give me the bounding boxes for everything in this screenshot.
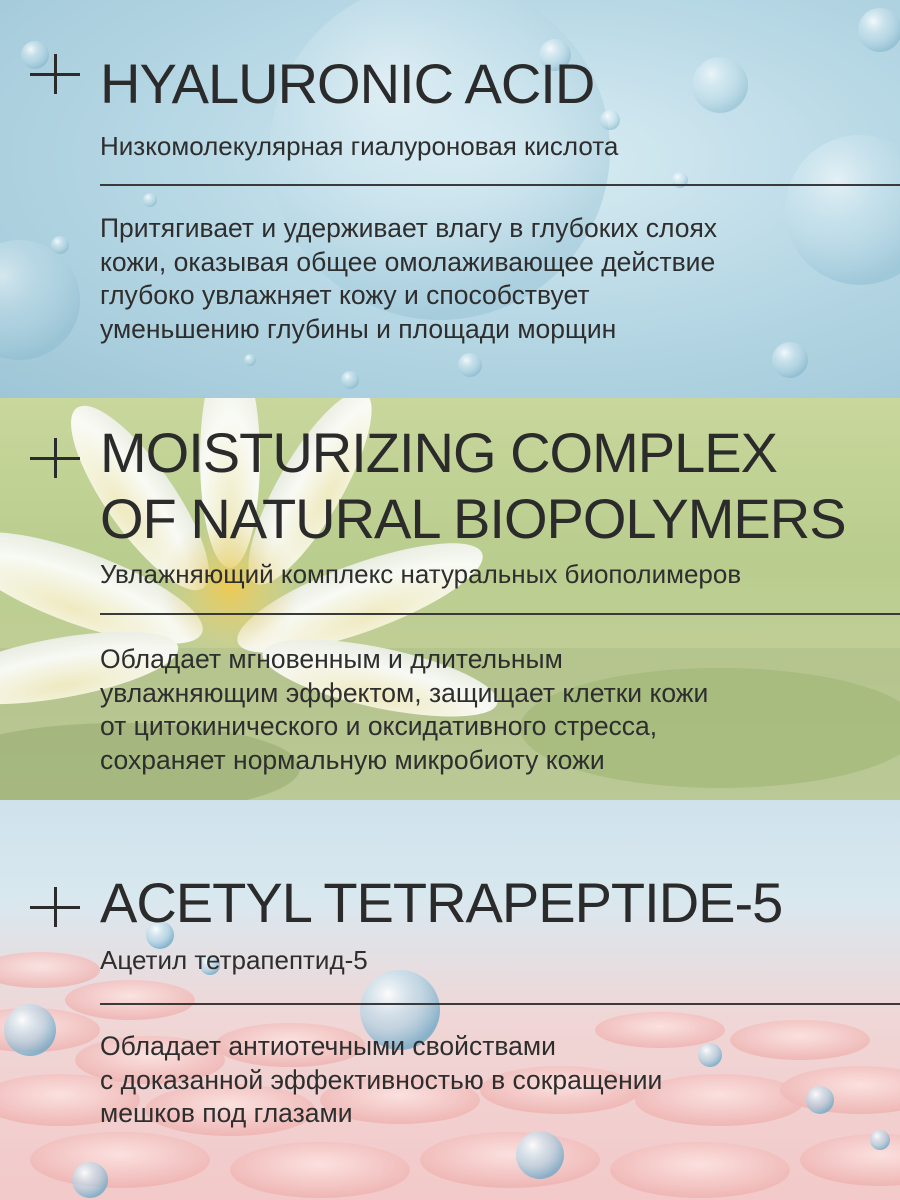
plus-icon bbox=[30, 887, 80, 927]
description-line: увлажняющим эффектом, защищает клетки кожи bbox=[100, 677, 709, 708]
description-line: сохраняет нормальную микробиоту кожи bbox=[100, 744, 605, 775]
plus-icon bbox=[30, 54, 80, 94]
description-line: с доказанной эффективностью в сокращении bbox=[100, 1064, 663, 1095]
ingredient-title: ACETYL TETRAPEPTIDE-5 bbox=[100, 871, 783, 934]
ingredient-description bbox=[100, 212, 880, 346]
description-line: кожи, оказывая общее омолаживающее действие bbox=[100, 246, 716, 277]
divider-line bbox=[100, 613, 900, 615]
ingredient-title bbox=[100, 420, 900, 552]
title-line: MOISTURIZING COMPLEX bbox=[100, 421, 777, 484]
description-line: Обладает антиотечными свойствами bbox=[100, 1031, 556, 1061]
description-line: Притягивает и удерживает влагу в глубоких слоях bbox=[100, 213, 718, 243]
section-moisturizing-complex bbox=[0, 398, 900, 800]
ingredient-title: HYALURONIC ACID bbox=[100, 52, 595, 115]
ingredient-description bbox=[100, 643, 880, 777]
section-hyaluronic-acid bbox=[0, 0, 900, 398]
ingredient-subtitle: Увлажняющий комплекс натуральных биополимеров bbox=[100, 559, 742, 589]
description-line: от цитокинического и оксидативного стресса, bbox=[100, 711, 658, 741]
plus-icon bbox=[30, 438, 80, 478]
divider-line bbox=[100, 184, 900, 186]
description-line: глубоко увлажняет кожу и способствует bbox=[100, 280, 590, 310]
title-line: OF NATURAL BIOPOLYMERS bbox=[100, 487, 846, 550]
description-line: уменьшению глубины и площади морщин bbox=[100, 313, 617, 344]
ingredient-description bbox=[100, 1030, 880, 1131]
section-acetyl-tetrapeptide bbox=[0, 800, 900, 1200]
ingredient-subtitle: Низкомолекулярная гиалуроновая кислота bbox=[100, 131, 619, 161]
description-line: мешков под глазами bbox=[100, 1098, 353, 1128]
divider-line bbox=[100, 1003, 900, 1005]
description-line: Обладает мгновенным и длительным bbox=[100, 644, 563, 674]
ingredient-subtitle: Ацетил тетрапептид-5 bbox=[100, 945, 368, 975]
